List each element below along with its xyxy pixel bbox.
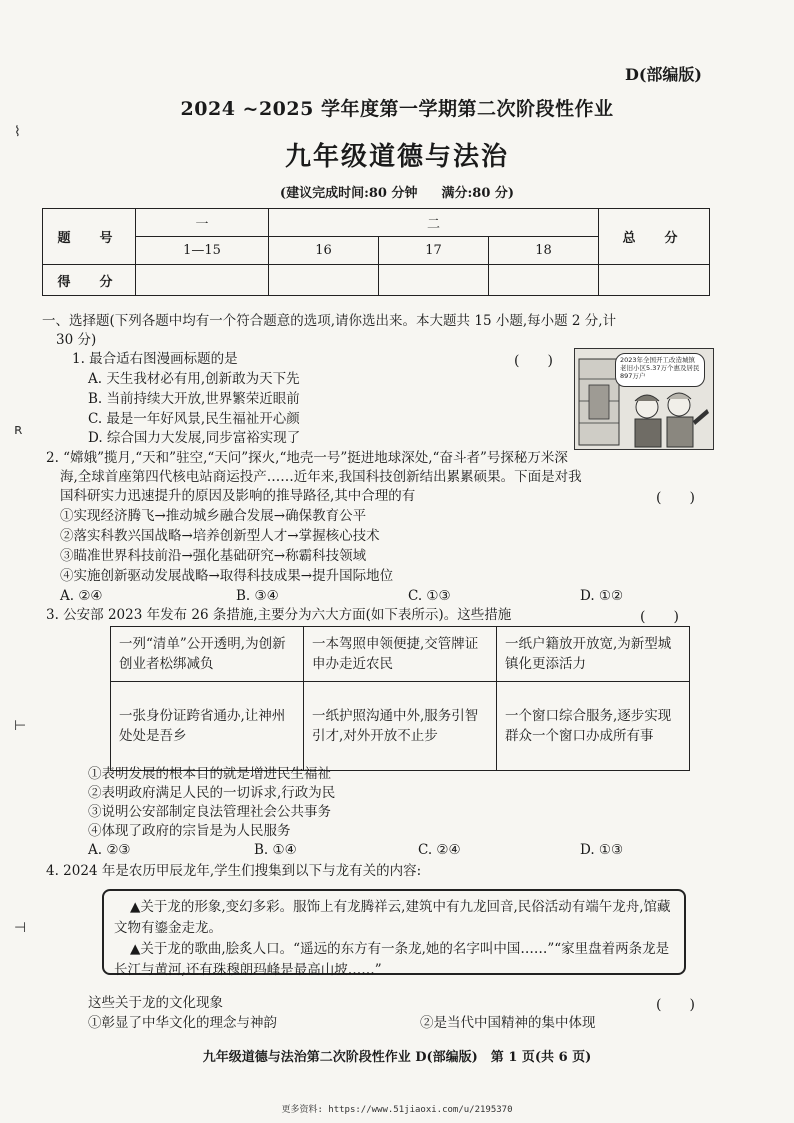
score-cell[interactable] (599, 265, 710, 296)
score-note: 满分:80 分) (441, 186, 515, 201)
measure-cell: 一纸户籍放开放宽,为新型城镇化更添活力 (497, 627, 690, 682)
q4-tail: 这些关于龙的文化现象 (88, 995, 223, 1011)
subcol-1-15: 1—15 (136, 237, 269, 265)
q2-choice-c: C. ①③ (408, 588, 451, 604)
q1-option-b: B. 当前持续大开放,世界繁荣近眼前 (88, 391, 300, 407)
subcol-17: 17 (379, 237, 489, 265)
q3-item-3: ③说明公安部制定良法管理社会公共事务 (88, 804, 331, 820)
margin-mark: ⊢ (14, 718, 27, 734)
cartoon-caption: 2023年全国开工改造城镇老旧小区5.37万个惠及居民897万户 (615, 353, 705, 387)
q2-item-1: ①实现经济腾飞→推动城乡融合发展→确保教育公平 (60, 508, 367, 524)
q2-stem-line1: 2. “嫦娥”揽月,“天和”驻空,“天问”探火,“地壳一号”挺进地球深处,“奋斗者”号探秘万米深 (46, 450, 568, 466)
measure-cell: 一张身份证跨省通办,让神州处处是吾乡 (111, 682, 304, 771)
q2-choice-b: B. ③④ (236, 588, 279, 604)
q2-choice-a: A. ②④ (60, 588, 103, 604)
subcol-18: 18 (489, 237, 599, 265)
q3-answer-paren[interactable]: ( ) (640, 609, 679, 625)
total-score-label: 总 分 (599, 209, 710, 265)
page-footer: 九年级道德与法治第二次阶段性作业 D(部编版) 第 1 页(共 6 页) (202, 1050, 592, 1065)
q1-stem: 1. 最合适右图漫画标题的是 (72, 351, 238, 367)
measures-table (110, 626, 690, 771)
score-cell[interactable] (269, 265, 379, 296)
q1-option-c: C. 最是一年好风景,民生福祉开心颜 (88, 411, 300, 427)
question-number-label: 题 号 (43, 209, 136, 265)
time-note: (建议完成时间:80 分钟 (279, 186, 418, 201)
measure-cell: 一列“清单”公开透明,为创新创业者松绑减负 (111, 627, 304, 682)
subject-title: 九年级道德与法治 (284, 142, 509, 172)
score-table (42, 208, 710, 296)
part2-header: 二 (269, 209, 599, 237)
dragon-image-para: ▲关于龙的形象,变幻多彩。服饰上有龙腾祥云,建筑中有九龙回音,民俗活动有端午龙舟,馆藏文物有鎏金走龙。 (114, 899, 671, 936)
time-score-note (0, 182, 794, 201)
q3-stem: 3. 公安部 2023 年发布 26 条措施,主要分为六大方面(如下表所示)。这些措施 (46, 607, 512, 623)
q3-item-1: ①表明发展的根本目的就是增进民生福祉 (88, 766, 331, 782)
exam-title: 2024 ~2025 学年度第一学期第二次阶段性作业 (180, 98, 614, 120)
score-cell[interactable] (136, 265, 269, 296)
q3-choice-b: B. ①④ (254, 842, 297, 858)
q3-choice-c: C. ②④ (418, 842, 461, 858)
dragon-info-box (102, 889, 686, 978)
q3-item-4: ④体现了政府的宗旨是为人民服务 (88, 823, 291, 839)
dragon-song-para: ▲关于龙的歌曲,脍炙人口。“遥远的东方有一条龙,她的名字叫中国……”“家里盘着两条龙是长江与黄河,还有珠穆朗玛峰是最高山坡……” (114, 941, 670, 978)
q2-choice-d: D. ①② (580, 588, 624, 604)
q3-item-2: ②表明政府满足人民的一切诉求,行政为民 (88, 785, 336, 801)
measure-cell: 一本驾照申领便捷,交管牌证申办走近农民 (304, 627, 497, 682)
q3-choice-d: D. ①③ (580, 842, 624, 858)
source-link[interactable]: 更多资料: https://www.51jiaoxi.com/u/2195370 (281, 1105, 513, 1115)
part1-header: 一 (136, 209, 269, 237)
score-cell[interactable] (379, 265, 489, 296)
margin-mark: ʀ (14, 422, 23, 438)
q1-answer-paren[interactable]: ( ) (514, 353, 553, 369)
q4-item-1: ①彰显了中华文化的理念与神韵 (88, 1015, 277, 1031)
q2-stem-line3: 国科研实力迅速提升的原因及影响的推导路径,其中合理的有 (60, 488, 416, 504)
section1-heading-cont: 30 分) (56, 332, 97, 348)
q2-stem-line2: 海,全球首座第四代核电站商运投产……近年来,我国科技创新结出累累硕果。下面是对我 (60, 469, 582, 485)
q3-choice-a: A. ②③ (88, 842, 131, 858)
q4-answer-paren[interactable]: ( ) (656, 997, 695, 1013)
q2-item-3: ③瞄准世界科技前沿→强化基础研究→称霸科技领域 (60, 548, 367, 564)
q2-answer-paren[interactable]: ( ) (656, 490, 695, 506)
measure-cell: 一纸护照沟通中外,服务引智引才,对外开放不止步 (304, 682, 497, 771)
edition-label: D(部编版) (624, 65, 702, 84)
q4-stem: 4. 2024 年是农历甲辰龙年,学生们搜集到以下与龙有关的内容: (46, 863, 422, 879)
cartoon-image (574, 348, 714, 450)
q2-item-4: ④实施创新驱动发展战略→取得科技成果→提升国际地位 (60, 568, 394, 584)
q1-option-d: D. 综合国力大发展,同步富裕实现了 (88, 430, 301, 446)
subcol-16: 16 (269, 237, 379, 265)
measure-cell: 一个窗口综合服务,逐步实现群众一个窗口办成所有事 (497, 682, 690, 771)
q4-item-2: ②是当代中国精神的集中体现 (420, 1015, 596, 1031)
q2-item-2: ②落实科教兴国战略→培养创新型人才→掌握核心技术 (60, 528, 380, 544)
section1-heading: 一、选择题(下列各题中均有一个符合题意的选项,请你选出来。本大题共 15 小题,每小题 2 分,计 (42, 313, 617, 329)
margin-mark: ⊣ (14, 920, 27, 936)
score-label: 得 分 (43, 265, 136, 296)
score-cell[interactable] (489, 265, 599, 296)
q1-option-a: A. 天生我材必有用,创新敢为天下先 (88, 371, 300, 387)
margin-mark: ⌇ (14, 124, 21, 140)
